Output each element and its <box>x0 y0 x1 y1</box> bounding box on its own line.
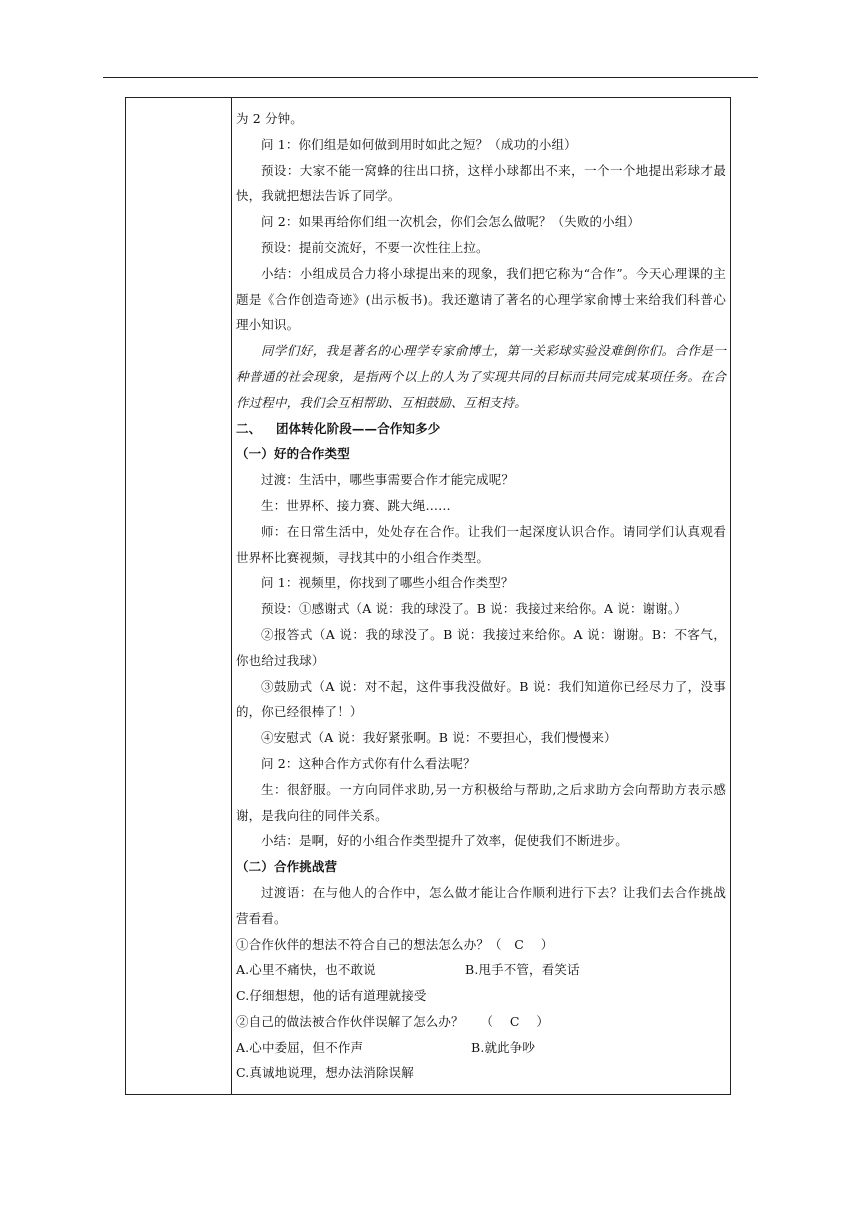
subsection-heading: （一）好的合作类型 <box>236 446 350 462</box>
quiz-options-row <box>236 1035 726 1061</box>
paragraph: ③鼓励式（A 说：对不起，这件事我没做好。B 说：我们知道你已经尽力了，没事的，你已经很棒了！） <box>236 678 726 720</box>
paragraph: 小结：是啊，好的小组合作类型提升了效率，促使我们不断进步。 <box>261 833 628 849</box>
table-column-divider <box>231 97 232 1095</box>
quiz-option: A.心中委屈，但不作声 <box>236 1039 364 1055</box>
quiz-option: C.真诚地说理，想办法消除误解 <box>236 1065 414 1081</box>
quiz-question: ②自己的做法被合作伙伴误解了怎么办？ （ C ） <box>236 1013 550 1029</box>
paragraph: 问 2：如果再给你们组一次机会，你们会怎么做呢？（失败的小组） <box>261 214 641 230</box>
subsection-heading: （二）合作挑战营 <box>236 859 338 875</box>
quiz-options-row <box>236 957 726 983</box>
paragraph: 过渡语：在与他人的合作中，怎么做才能让合作顺利进行下去？让我们去合作挑战营看看。 <box>236 884 726 926</box>
paragraph: 为 2 分钟。 <box>236 111 303 126</box>
quiz-option: B.就此争吵 <box>471 1039 536 1055</box>
paragraph: ④安慰式（A 说：我好紧张啊。B 说：不要担心，我们慢慢来） <box>261 730 617 746</box>
section-number: 二、 <box>236 420 262 436</box>
paragraph: 问 2：这种合作方式你有什么看法呢？ <box>261 755 476 771</box>
header-rule <box>103 77 758 78</box>
paragraph: 过渡：生活中，哪些事需要合作才能完成呢？ <box>261 472 515 488</box>
paragraph: 预设：①感谢式（A 说：我的球没了。B 说：我接过来给你。A 说：谢谢。） <box>261 601 687 617</box>
section-title: 团体转化阶段——合作知多少 <box>276 420 441 436</box>
lesson-content-cell <box>236 106 726 1086</box>
paragraph: 同学们好，我是著名的心理学专家俞博士，第一关彩球实验没难倒你们。合作是一种普通的社会现象，是指两个以上的人为了实现共同的目标而共同完成某项任务。在合作过程中，我们会互相帮助、互相鼓励、互相支持。 <box>236 343 726 410</box>
paragraph: 问 1：视频里，你找到了哪些小组合作类型？ <box>261 575 514 591</box>
paragraph: 生：很舒服。一方向同伴求助,另一方积极给与帮助,之后求助方会向帮助方表示感谢，是我向往的同伴关系。 <box>236 781 726 823</box>
paragraph: 预设：大家不能一窝蜂的往出口挤，这样小球都出不来，一个一个地提出彩球才最快，我就把想法告诉了同学。 <box>236 162 726 204</box>
section-heading <box>236 416 726 442</box>
paragraph: 师：在日常生活中，处处存在合作。让我们一起深度认识合作。请同学们认真观看世界杯比赛视频，寻找其中的小组合作类型。 <box>236 523 726 565</box>
paragraph: 小结：小组成员合力将小球提出来的现象，我们把它称为“合作”。今天心理课的主题是《合作创造奇迹》(出示板书)。我还邀请了著名的心理学家俞博士来给我们科普心理小知识。 <box>236 265 726 333</box>
quiz-option: B.甩手不管，看笑话 <box>465 962 580 978</box>
paragraph: ②报答式（A 说：我的球没了。B 说：我接过来给你。A 说：谢谢。B：不客气，你也给过我球） <box>236 626 726 668</box>
quiz-question: ①合作伙伴的想法不符合自己的想法怎么办？（ C ） <box>236 936 554 952</box>
quiz-option: A.心里不痛快，也不敢说 <box>236 962 376 978</box>
paragraph: 预设：提前交流好，不要一次性往上拉。 <box>261 239 489 255</box>
quiz-option: C.仔细想想，他的话有道理就接受 <box>236 988 427 1004</box>
paragraph: 问 1：你们组是如何做到用时如此之短？（成功的小组） <box>261 136 577 152</box>
paragraph: 生：世界杯、接力赛、跳大绳…… <box>261 497 451 513</box>
